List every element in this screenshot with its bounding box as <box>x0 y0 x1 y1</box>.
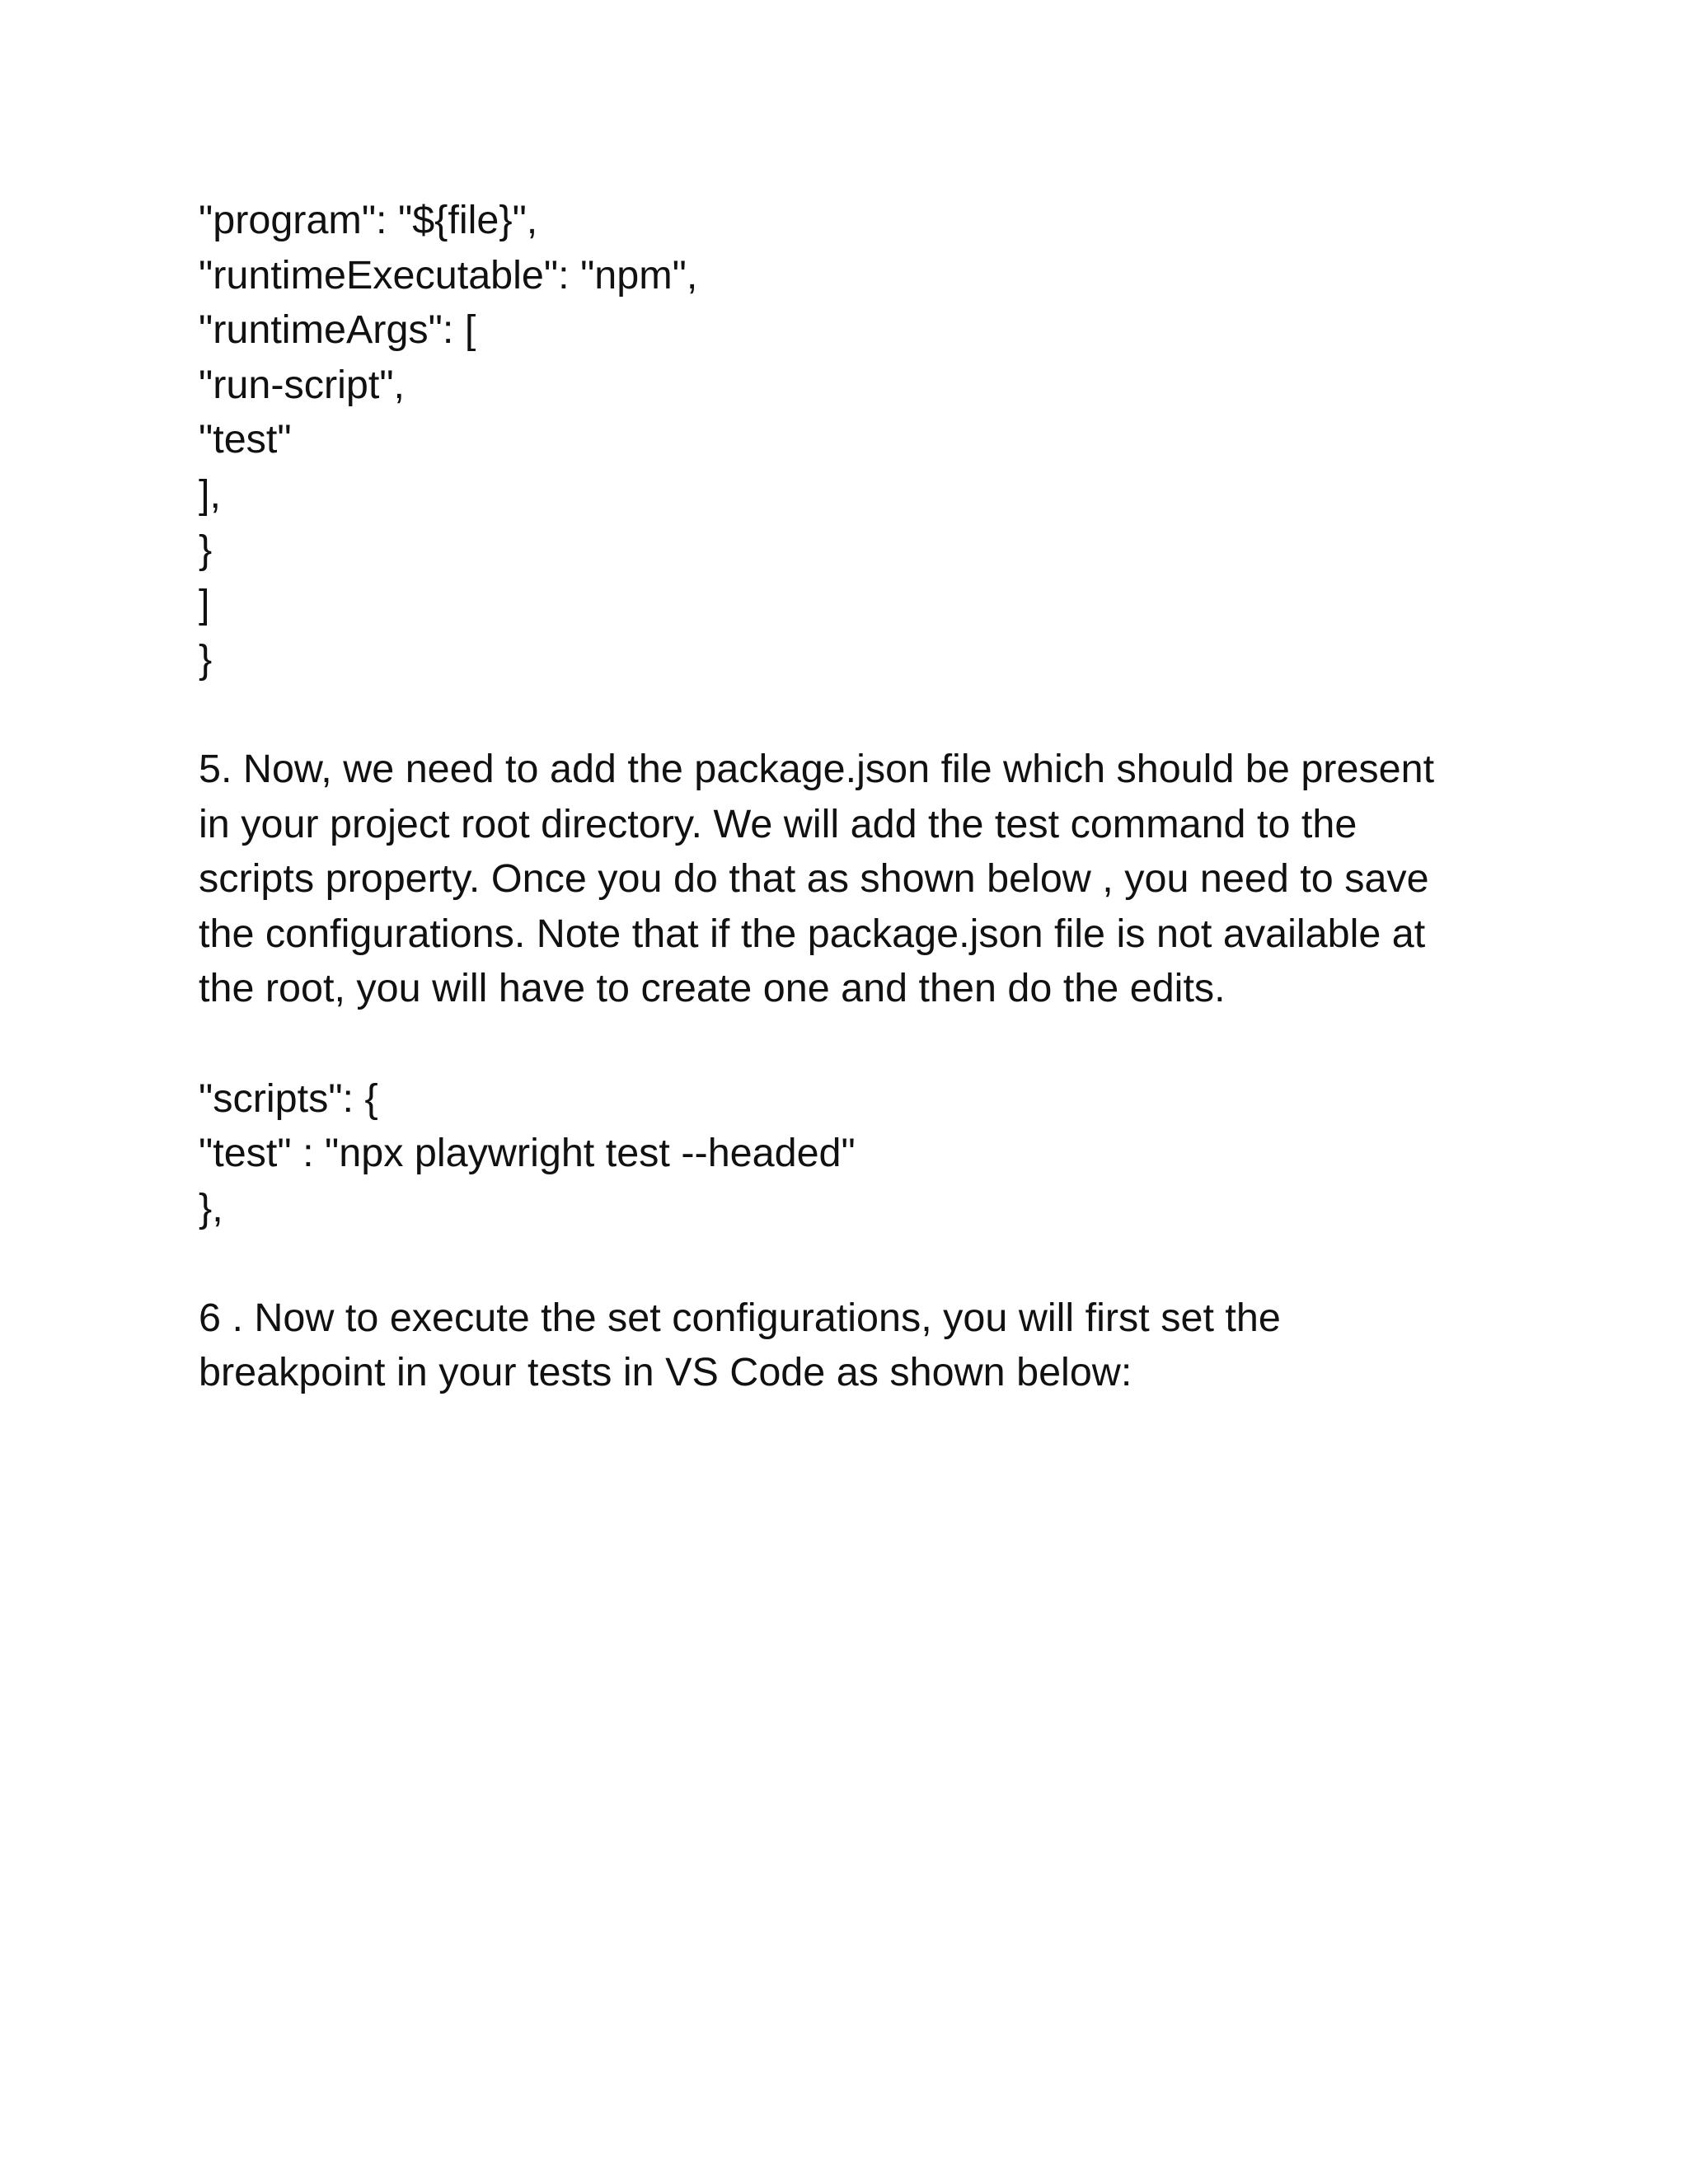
paragraph-line: 6 . Now to execute the set configurations, you will first set the <box>199 1295 1281 1340</box>
code-line: "scripts": { <box>199 1076 378 1121</box>
paragraph-line: breakpoint in your tests in VS Code as shown below: <box>199 1350 1132 1395</box>
paragraph-spacer <box>199 687 1517 742</box>
paragraph-spacer <box>199 1235 1517 1291</box>
code-line: ] <box>199 582 210 627</box>
paragraph-line: scripts property. Once you do that as shown below , you need to save <box>199 856 1429 902</box>
code-line: "program": "${file}", <box>199 198 538 242</box>
code-block-launch-config <box>199 193 1517 687</box>
code-block-scripts <box>199 1071 1517 1236</box>
code-line: "test" : "npx playwright test --headed" <box>199 1131 856 1176</box>
paragraph-line: in your project root directory. We will add the test command to the <box>199 801 1357 846</box>
code-line: }, <box>199 1185 223 1230</box>
code-line: "runtimeExecutable": "npm", <box>199 252 698 298</box>
paragraph-step-5 <box>199 742 1517 1016</box>
paragraph-spacer <box>199 1016 1517 1071</box>
code-line: "runtimeArgs": [ <box>199 307 476 353</box>
code-line: ], <box>199 471 221 517</box>
code-line: "test" <box>199 417 292 462</box>
paragraph-line: the configurations. Note that if the package.json file is not available at <box>199 911 1426 956</box>
paragraph-line: 5. Now, we need to add the package.json file which should be present <box>199 746 1435 791</box>
document-content <box>199 193 1517 1400</box>
code-line: } <box>199 527 213 572</box>
code-line: } <box>199 636 213 682</box>
paragraph-step-6 <box>199 1291 1517 1400</box>
paragraph-line: the root, you will have to create one and then do the edits. <box>199 966 1226 1011</box>
code-line: "run-script", <box>199 362 406 407</box>
